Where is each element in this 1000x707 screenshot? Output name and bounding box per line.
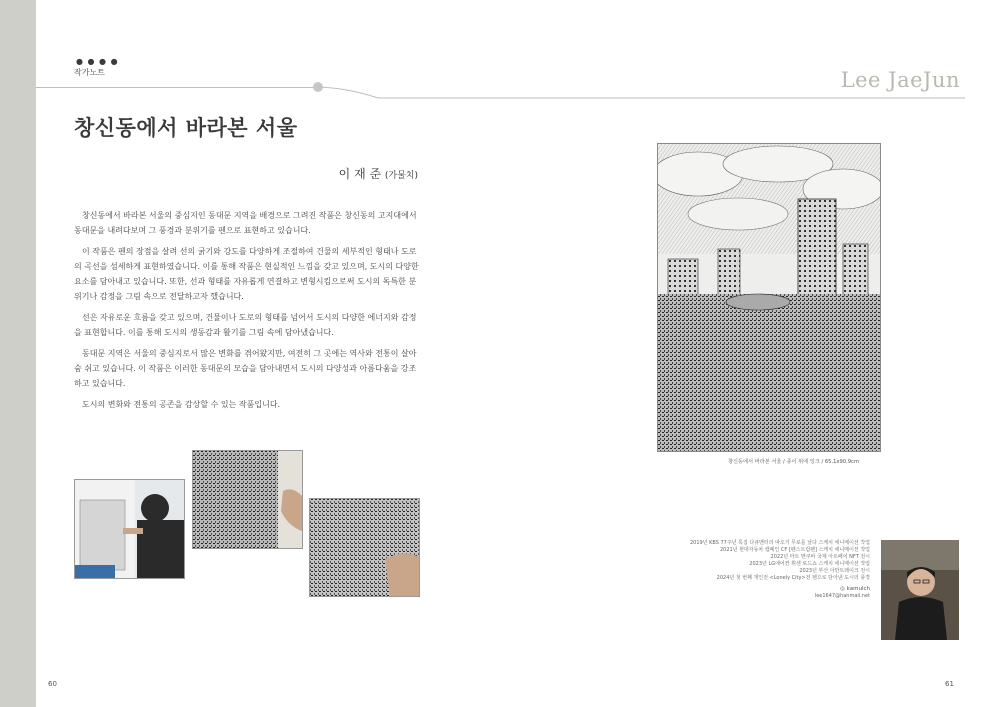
email-address: lee1647@hanmail.net [814,592,870,599]
page-number-right: 61 [945,680,954,688]
bio-line: 2019년 KBS 77주년 특집 다큐멘터리 따오기 무로를 날다 스케치 애니메이션 작업 [689,540,870,546]
author-line [339,165,418,182]
artist-bio [690,540,870,600]
bio-line: 2023년 부산 아반트레이크 전시 [799,568,870,575]
artwork-caption: 창신동에서 바라본 서울 / 종이 위에 잉크 / 65.1x90.9cm [728,459,859,465]
article-body [74,208,419,418]
bio-line: 2023년 LG에어컨 휘센 로드쇼 스케치 애니메이션 작업 [749,561,870,568]
process-photo-2 [192,450,303,549]
body-paragraph: 동대문 지역은 서울의 중심지로서 많은 변화를 겪어왔지만, 여전히 그 곳에는 역사와 전통이 살아 숨 쉬고 있습니다. 이 작품은 이러한 동대문의 모습을 담아내면서 도시의 다양성과 아름다움을 강조하고 있습니다. [74,349,417,388]
header-rule [36,87,318,88]
body-paragraph: 이 작품은 펜의 장점을 살려 선의 굵기와 강도를 다양하게 조절하여 건물의 세부적인 형태나 도로의 곡선을 섬세하게 표현하였습니다. 이를 통해 작품은 현실적인 느낌을 갖고 있으며, 도시의 다양한 요소를 담아내고 있습니다. 또한, 선과 형태를 자유롭게 연결하고 변형시킴으로써 도시의 독특한 분위기나 감정을 그림 속으로 전달하고자 했습니다. [74,247,419,301]
author-pen-name: (가물치) [384,171,418,181]
author-name: 이 재 준 [338,167,382,181]
body-paragraph: 선은 자유로운 흐름을 갖고 있으며, 건물이나 도로의 형태를 넘어서 도시의 다양한 에너지와 감정을 표현합니다. 이를 통해 도시의 생동감과 활기를 그림 속에 담아냈습니다. [74,313,417,337]
process-photo-1 [74,479,185,579]
bio-line: 2021년 현대자동차 캠페인 CF [펜스트럼펜] 스케치 애니메이션 작업 [719,547,870,554]
process-photo-3 [309,498,420,597]
section-dots: ● ● ● ● [76,57,119,66]
body-paragraph: 창신동에서 바라본 서울의 중심지인 동대문 지역을 배경으로 그려진 작품은 창신동의 고지대에서 동대문을 내려다보며 그 풍경과 분위기를 펜으로 표현하고 있습니다. [74,211,417,235]
artwork-image [657,143,881,452]
body-paragraph: 도시의 변화와 전통의 공존을 감상할 수 있는 작품입니다. [82,400,281,409]
section-label: 작가노트 [74,68,105,77]
artist-portrait [881,540,959,640]
instagram-icon: ◎ [840,585,845,592]
page-title: 창신동에서 바라본 서울 [74,116,298,140]
page-spine [0,0,36,707]
page-number-left: 60 [48,680,57,688]
bio-line: 2024년 첫 번째 개인전 <Lonely City>전 펜으로 담아낸 도시의 풍경 [716,575,870,582]
bio-line: 2022년 마트 맨쿠바 국제 아트페어 NFT 전시 [770,554,870,561]
artist-brand: Lee JaeJun [840,68,960,92]
instagram-handle: ◎ kamulch [840,585,870,592]
